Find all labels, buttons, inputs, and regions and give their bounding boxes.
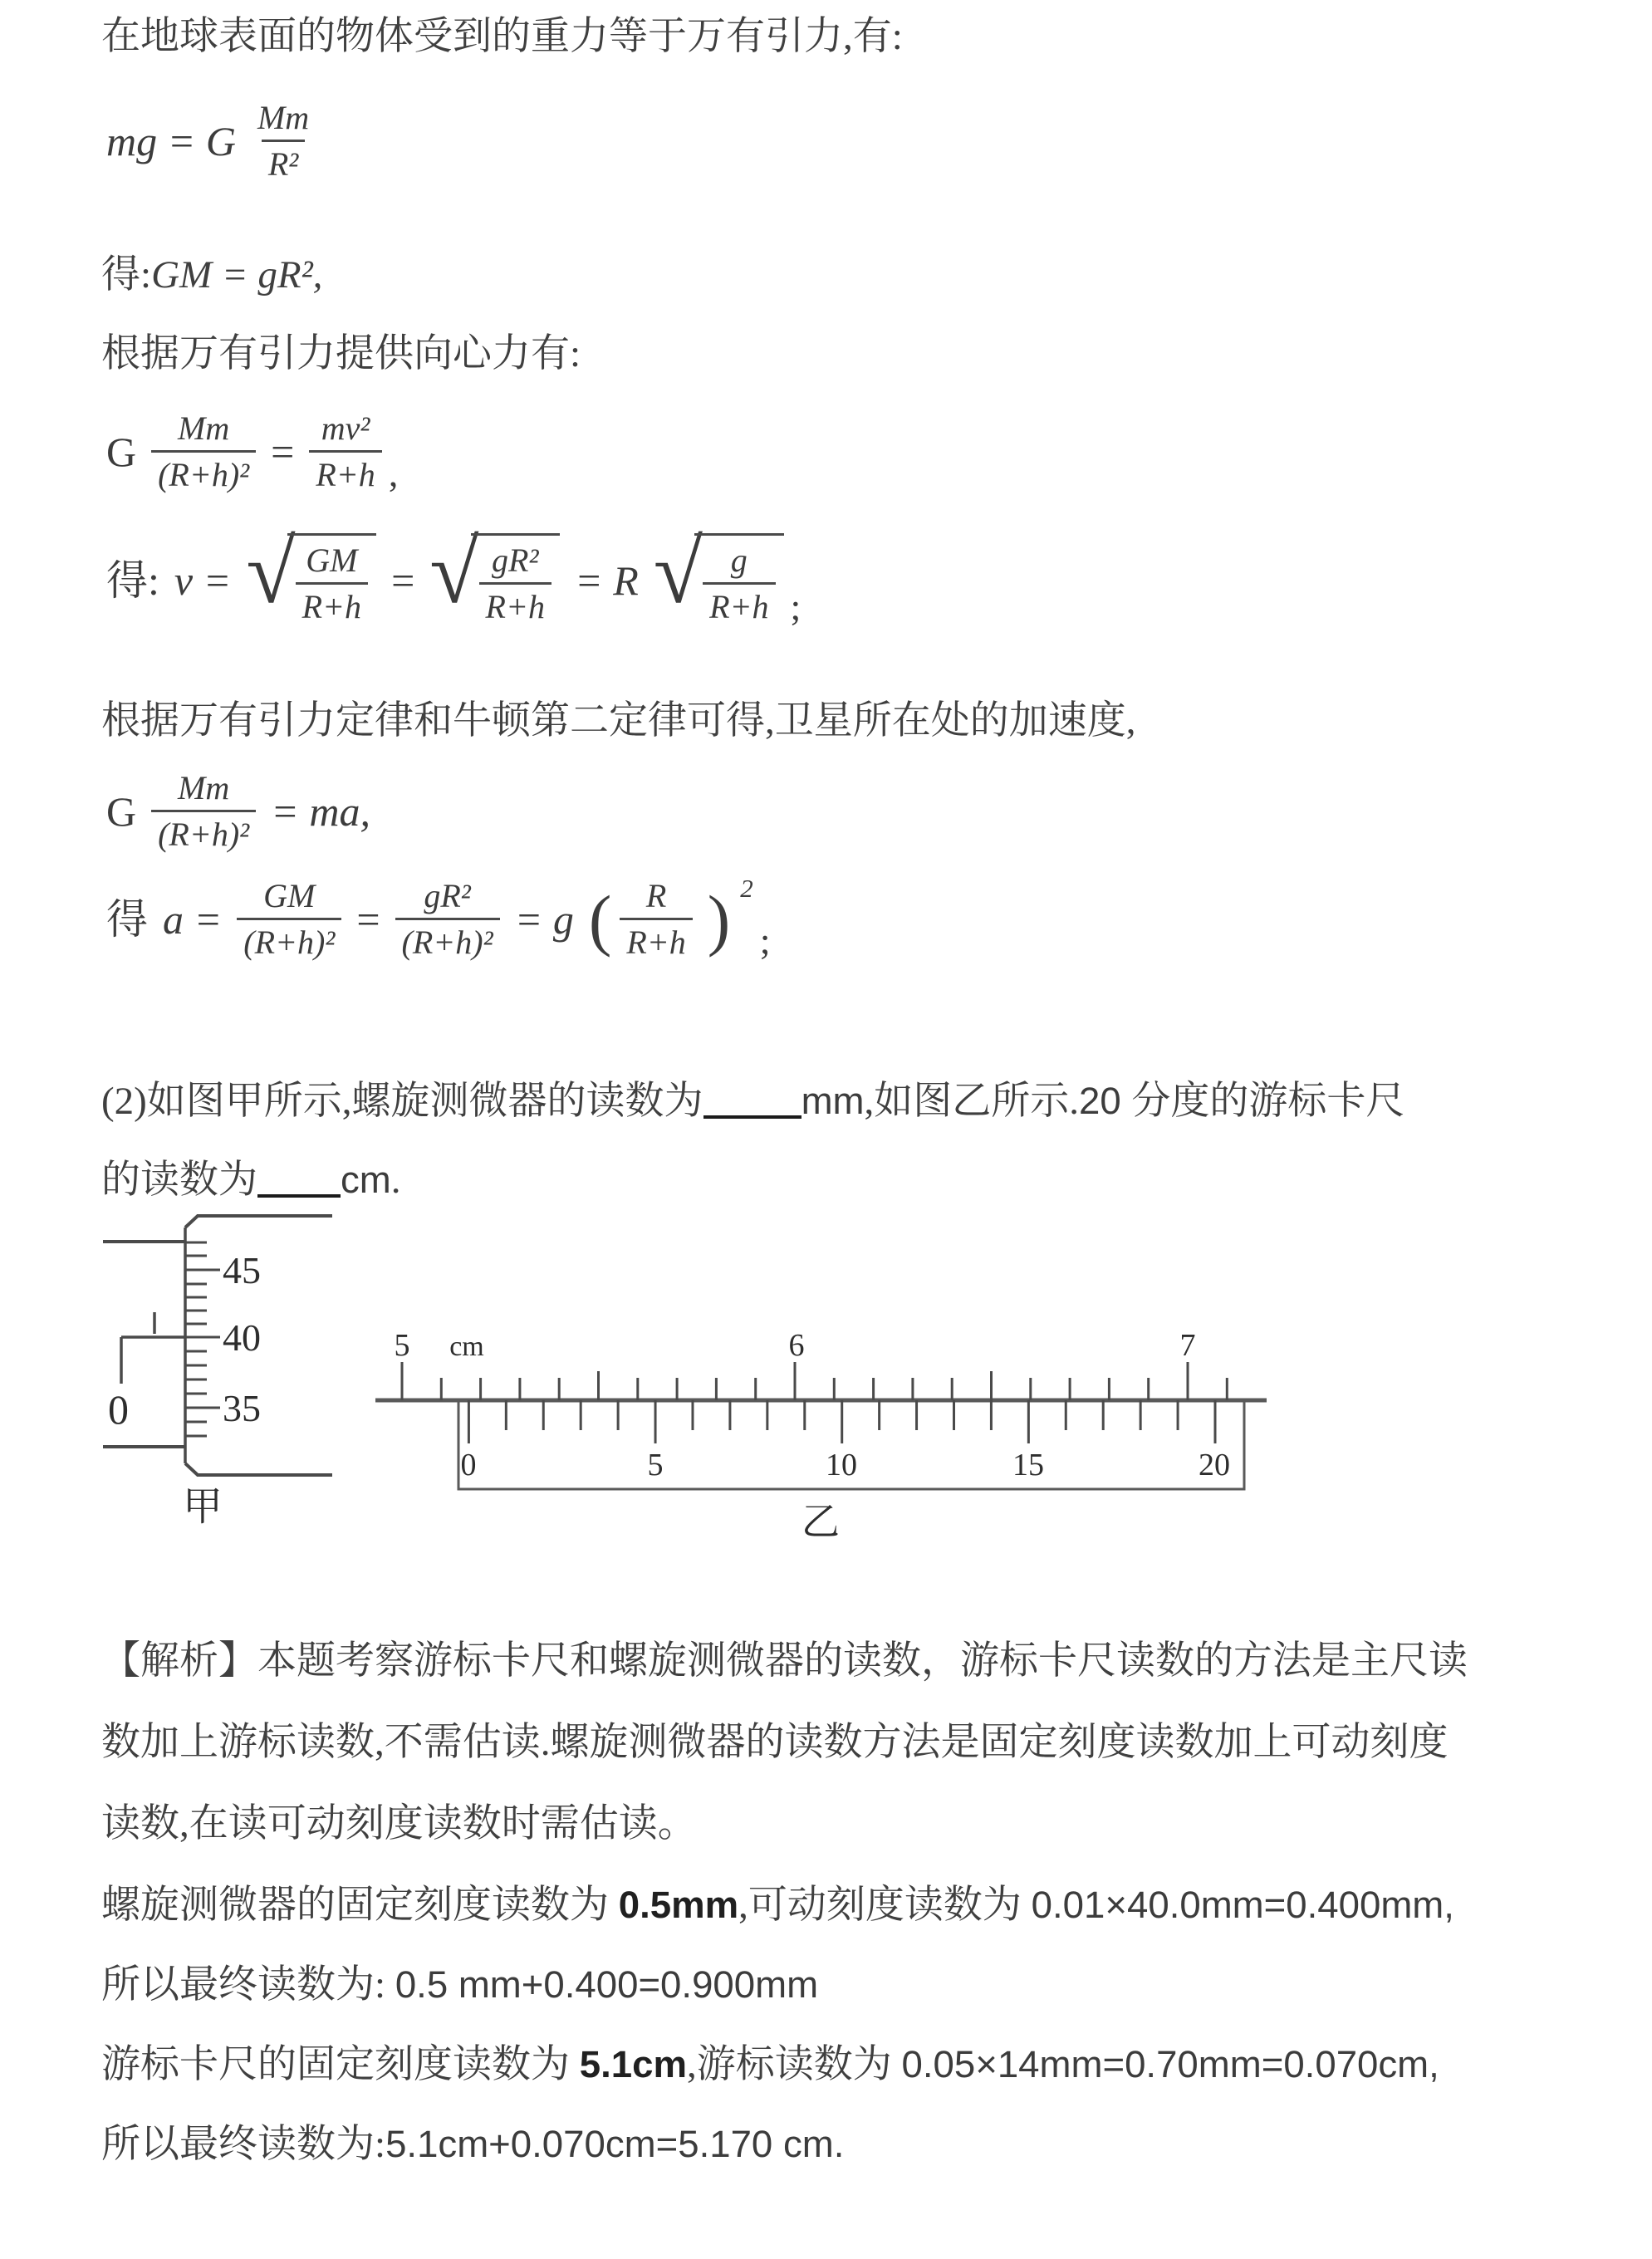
fraction-numerator: Mm	[178, 409, 230, 447]
formula-punctuation: ;	[759, 919, 771, 963]
formula-lhs: v =	[174, 557, 232, 604]
formula-weight-gravitation	[106, 98, 316, 184]
vernier-label-0: 0	[460, 1448, 477, 1482]
fraction-numerator: GM	[263, 877, 316, 914]
formula-term: = R	[574, 557, 639, 604]
text-segment-num: 5.1cm+0.070cm=5.170 cm.	[385, 2123, 845, 2165]
vernier-label-10: 10	[826, 1448, 857, 1482]
radical-sign: √	[653, 523, 703, 622]
formula-orbital-speed	[106, 523, 801, 629]
text-segment-num: 0.01×40.0mm=0.400mm,	[1031, 1884, 1454, 1926]
close-parenthesis: )	[707, 880, 731, 958]
formula-term: G	[106, 428, 137, 475]
sleeve-label-0: 0	[108, 1386, 129, 1433]
fraction-numerator: gR²	[424, 877, 471, 914]
text-segment-cn: 的读数为	[101, 1159, 257, 1202]
paragraph-centripetal-intro: 根据万有引力提供向心力有:	[101, 332, 581, 375]
radical-sign: √	[429, 523, 479, 622]
analysis-line-3: 读数,在读可动刻度读数时需估读。	[101, 1802, 697, 1845]
radical-sign: √	[246, 523, 296, 622]
fraction	[151, 768, 256, 855]
question-line-1	[101, 1078, 1404, 1125]
fraction-denominator: R+h	[309, 450, 381, 495]
fraction	[237, 876, 341, 963]
micrometer-frame	[103, 1216, 332, 1475]
text-segment-cn: 分度的游标卡尺	[1131, 1080, 1405, 1123]
text-segment-cn: 所以最终读数为:	[101, 1963, 395, 2007]
text-segment-blank	[703, 1107, 801, 1119]
paragraph-acceleration-intro: 根据万有引力定律和牛顿第二定律可得,卫星所在处的加速度,	[101, 699, 1136, 742]
question-line-2	[101, 1157, 401, 1203]
square-root	[653, 523, 784, 629]
analysis-line-1: 【解析】本题考察游标卡尺和螺旋测微器的读数，游标卡尺读数的方法是主尺读	[101, 1639, 1468, 1683]
formula-acceleration	[106, 876, 771, 963]
thimble-ticks	[185, 1242, 220, 1436]
fraction-denominator: R+h	[620, 918, 692, 963]
text-segment-num: cm	[341, 1159, 391, 1201]
thimble-label-40: 40	[223, 1316, 261, 1359]
formula-punctuation: ;	[790, 586, 801, 629]
solution-line-4	[101, 2121, 844, 2168]
fraction-denominator: R+h	[703, 582, 775, 627]
fraction-numerator: GM	[306, 541, 358, 579]
formula-lhs: mg = G	[106, 117, 236, 164]
solution-line-1	[101, 1882, 1454, 1928]
text-segment-numb: 0.5mm	[618, 1884, 739, 1926]
text-segment-cn: 游标卡尺的固定刻度读数为	[101, 2043, 580, 2086]
fraction-numerator: Mm	[257, 99, 310, 136]
micrometer-figure	[96, 1206, 337, 1538]
fraction	[620, 876, 692, 963]
text-segment-cn: 得:	[101, 253, 152, 296]
formula-punctuation: ,	[388, 452, 399, 495]
caliper-caption: 乙	[801, 1501, 840, 1543]
analysis-line-2: 数加上游标读数,不需估读.螺旋测微器的读数方法是固定刻度读数加上可动刻度	[101, 1721, 1449, 1764]
fraction-denominator: (R+h)²	[151, 810, 256, 855]
formula-newton-second	[106, 768, 370, 855]
equals-sign: =	[356, 895, 380, 943]
formula-rhs: = ma,	[271, 787, 371, 835]
main-label-6: 6	[788, 1328, 805, 1363]
fraction	[479, 541, 551, 627]
open-parenthesis: (	[588, 880, 612, 958]
fraction-numerator: R	[645, 877, 667, 914]
paragraph-gm-result	[101, 252, 322, 298]
fraction-numerator: g	[730, 541, 748, 579]
text-segment-numb: 5.1cm	[579, 2043, 687, 2085]
text-segment-math: GM = gR²,	[151, 253, 323, 296]
text-segment-cn: ,如图乙所示.	[864, 1080, 1079, 1123]
text-segment-cn: 螺旋测微器的固定刻度读数为	[101, 1884, 619, 1927]
fraction	[251, 98, 316, 184]
fraction	[703, 541, 775, 627]
text-segment-blank	[257, 1186, 341, 1198]
fraction	[395, 876, 500, 963]
text-segment-num: 0.05×14mm=0.70mm=0.070cm,	[901, 2043, 1439, 2085]
main-scale-ticks	[402, 1362, 1227, 1400]
paragraph-gravity-intro: 在地球表面的物体受到的重力等于万有引力,有:	[101, 15, 903, 58]
thimble-label-35: 35	[223, 1387, 261, 1429]
vernier-scale-ticks	[468, 1400, 1215, 1443]
fraction	[296, 541, 368, 627]
text-segment-num: 20	[1079, 1080, 1132, 1122]
fraction-denominator: R²	[262, 140, 305, 184]
text-segment-cn: 所以最终读数为:	[101, 2123, 386, 2166]
thimble-label-45: 45	[223, 1249, 261, 1291]
micrometer-scales	[121, 1228, 185, 1463]
solution-line-3	[101, 2041, 1439, 2088]
text-segment-num: 0.5 mm+0.400=0.900mm	[395, 1963, 819, 2006]
formula-lhs: a =	[163, 895, 223, 943]
formula-centripetal	[106, 409, 398, 495]
text-segment-cn: ,可动刻度读数为	[738, 1884, 1032, 1927]
equals-sign: =	[271, 428, 295, 475]
formula-term: G	[106, 787, 137, 835]
text-segment-cn: ,游标读数为	[687, 2043, 902, 2086]
unit-label-cm: cm	[449, 1331, 484, 1362]
vernier-label-15: 15	[1012, 1448, 1044, 1482]
micrometer-caption: 甲	[182, 1485, 223, 1529]
main-label-7: 7	[1179, 1328, 1196, 1363]
fraction-numerator: mv²	[321, 409, 370, 447]
caliper-figure	[365, 1286, 1296, 1551]
solution-line-2	[101, 1962, 818, 2008]
fraction-denominator: R+h	[479, 582, 551, 627]
square-root	[429, 523, 560, 629]
text-segment-cn: (2)如图甲所示,螺旋测微器的读数为	[101, 1080, 703, 1123]
fraction-denominator: (R+h)²	[237, 918, 341, 963]
equals-sign: =	[391, 557, 415, 604]
square-root	[246, 523, 376, 629]
formula-term: = g	[514, 895, 574, 943]
text-segment-cn: .	[390, 1159, 401, 1202]
text-segment-num: mm	[801, 1080, 865, 1122]
formula-prefix: 得:	[106, 557, 159, 604]
fraction-numerator: Mm	[178, 769, 230, 806]
exponent: 2	[740, 874, 753, 903]
vernier-label-5: 5	[647, 1448, 664, 1482]
fraction	[309, 409, 381, 495]
vernier-label-20: 20	[1199, 1448, 1230, 1482]
fraction	[151, 409, 256, 495]
fraction-numerator: gR²	[492, 541, 539, 579]
formula-prefix: 得	[106, 895, 148, 943]
fraction-denominator: R+h	[296, 582, 368, 627]
fraction-denominator: (R+h)²	[395, 918, 500, 963]
main-label-5: 5	[394, 1328, 410, 1363]
fraction-denominator: (R+h)²	[151, 450, 256, 495]
